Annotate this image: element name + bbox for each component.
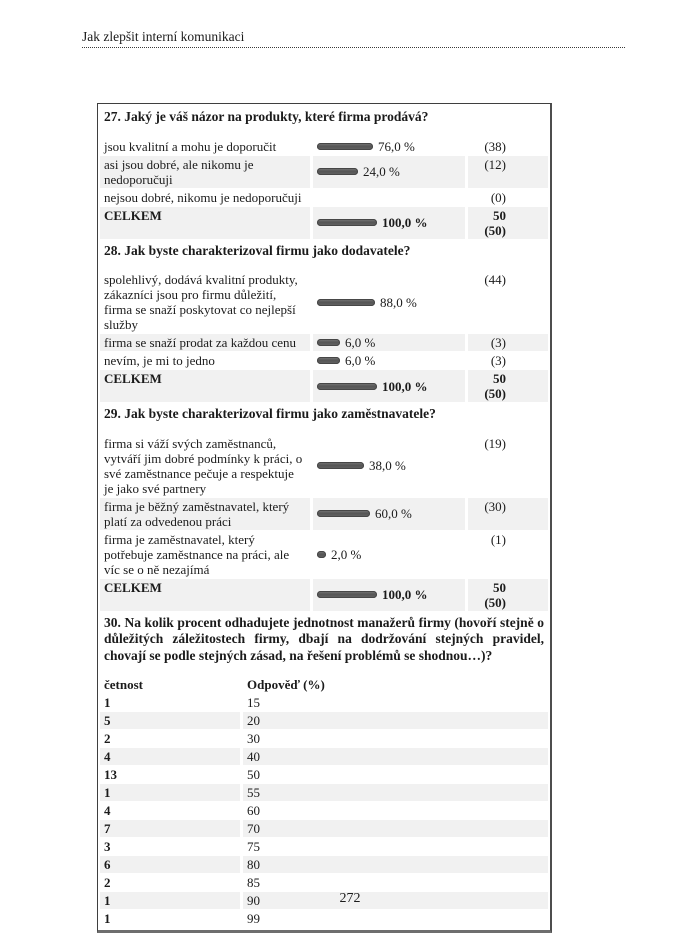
spacer [100, 128, 548, 138]
answer-label: firma si váží svých zaměstnanců, vytváří jim dobré podmínky k práci, o své zaměstnance pečuje a respektuje je jako své partnery [104, 435, 303, 496]
total-row [100, 579, 548, 611]
percentage-bar [317, 462, 364, 469]
percent-label: 38,0 % [369, 458, 406, 473]
frequency-value: 7 [100, 820, 240, 837]
answer-value: 30 [247, 731, 260, 746]
bar-and-percent [313, 334, 465, 351]
percent-label: 6,0 % [345, 335, 376, 350]
percent-label: 100,0 % [382, 215, 428, 230]
percentage-bar [317, 357, 340, 364]
question-title: 30. Na kolik procent odhadujete jednotnost manažerů firmy (hovoří stejně o důležitých záležitostech firmy, dbají na dodržování stejných pravidel, chovají se podle stejných zásad, na řešení problémů se shodnou…)? [104, 614, 544, 663]
percentage-bar [317, 299, 375, 306]
running-header [82, 29, 244, 45]
percent-label: 76,0 % [378, 138, 415, 154]
answer-row [100, 189, 548, 206]
answer-value: 80 [243, 856, 548, 873]
question-title: 28. Jak byste charakterizoval firmu jako dodavatele? [104, 242, 411, 258]
answer-value: 90 [243, 892, 548, 909]
percentage-bar [317, 591, 377, 598]
frequency-row [100, 694, 548, 711]
frequency-row [100, 784, 548, 801]
respondent-count: 50 (50) [468, 207, 548, 239]
answer-value: 99 [247, 911, 260, 926]
bar-and-percent [313, 498, 465, 530]
percentage-bar [317, 219, 377, 226]
frequency-row [100, 874, 548, 891]
respondent-count: (0) [490, 189, 506, 205]
frequency-value: 4 [100, 748, 240, 765]
frequency-row [100, 820, 548, 837]
answer-value: 75 [247, 839, 260, 854]
respondent-count: (38) [484, 138, 506, 154]
percent-label: 2,0 % [331, 546, 362, 562]
percent-label: 100,0 % [382, 378, 428, 394]
answer-value: 20 [243, 712, 548, 729]
total-row [100, 370, 548, 402]
frequency-table-header [100, 676, 548, 693]
answer-value: 40 [243, 748, 548, 765]
bar-and-percent [313, 435, 465, 497]
answer-label: firma se snaží prodat za každou cenu [100, 334, 310, 351]
percentage-bar [317, 168, 358, 175]
frequency-row [100, 856, 548, 873]
total-row [100, 207, 548, 239]
respondent-count: (3) [468, 334, 548, 351]
answer-label: CELKEM [100, 579, 310, 611]
frequency-value: 13 [104, 767, 117, 782]
frequency-value: 3 [104, 839, 111, 854]
header-dotted-rule [82, 47, 625, 48]
answer-value: 55 [243, 784, 548, 801]
percentage-bar [317, 143, 373, 150]
percentage-bar [317, 339, 340, 346]
answer-label: spolehlivý, dodává kvalitní produkty, zákazníci jsou pro firmu důležití, firma se snaží poskytovat co nejlepší služby [104, 272, 298, 332]
answer-value: 15 [247, 695, 260, 710]
frequency-row [100, 802, 548, 819]
respondent-count: 50 (50) [468, 370, 548, 402]
respondent-count: (12) [468, 156, 548, 188]
answer-row [100, 271, 548, 333]
bar-and-percent [313, 352, 465, 369]
percent-label: 24,0 % [363, 164, 400, 179]
percent-label: 100,0 % [382, 587, 428, 602]
bar-and-percent [313, 138, 465, 155]
frequency-row [100, 712, 548, 729]
answer-label: CELKEM [100, 207, 310, 239]
answer-value: 50 [247, 767, 260, 782]
respondent-count: (30) [468, 498, 548, 530]
frequency-row [100, 766, 548, 783]
percentage-bar [317, 551, 326, 558]
bar-and-percent [313, 189, 465, 206]
spacer [100, 425, 548, 435]
answer-row [100, 352, 548, 369]
respondent-count: (1) [490, 531, 506, 547]
answer-label: CELKEM [100, 370, 310, 402]
answer-row [100, 138, 548, 155]
frequency-row [100, 838, 548, 855]
answer-row [100, 435, 548, 497]
frequency-value: 1 [100, 892, 240, 909]
answer-row [100, 498, 548, 530]
frequency-value: 6 [100, 856, 240, 873]
answer-label: jsou kvalitní a mohu je doporučit [104, 138, 277, 154]
bar-and-percent [313, 370, 465, 402]
answer-label: firma je běžný zaměstnavatel, který platí za odvedenou práci [100, 498, 310, 530]
bar-and-percent [313, 207, 465, 239]
respondent-count: (3) [490, 353, 506, 368]
spacer [100, 666, 548, 676]
frequency-value: 1 [104, 695, 111, 710]
frequency-value: 4 [104, 803, 111, 818]
answer-value: 85 [247, 875, 260, 890]
bar-and-percent [313, 579, 465, 611]
spacer [100, 261, 548, 271]
frequency-value: 5 [100, 712, 240, 729]
frequency-value: 2 [104, 875, 111, 890]
answer-row [100, 156, 548, 188]
frequency-value: 1 [100, 784, 240, 801]
frequency-column-header: četnost [104, 677, 143, 692]
frequency-row [100, 910, 548, 927]
respondent-count: 50 (50) [468, 579, 548, 611]
respondent-count: (44) [484, 272, 506, 287]
bar-and-percent [313, 271, 465, 333]
percent-label: 6,0 % [345, 353, 376, 368]
survey-results-box [97, 103, 552, 933]
answer-label: firma je zaměstnavatel, který potřebuje zaměstnance na práci, ale víc se o ně nezajímá [104, 531, 290, 577]
frequency-value: 2 [104, 731, 111, 746]
frequency-value: 1 [104, 911, 111, 926]
answer-column-header: Odpověď (%) [247, 677, 325, 692]
answer-label: asi jsou dobré, ale nikomu je nedoporučuji [100, 156, 310, 188]
answer-value: 60 [247, 803, 260, 818]
question-title: 29. Jak byste charakterizoval firmu jako zaměstnavatele? [104, 406, 436, 421]
answer-row [100, 531, 548, 578]
answer-label: nejsou dobré, nikomu je nedoporučuji [104, 189, 302, 205]
bar-and-percent [313, 531, 465, 578]
answer-label: nevím, je mi to jedno [104, 353, 215, 368]
respondent-count: (19) [484, 435, 506, 451]
bar-and-percent [313, 156, 465, 188]
percentage-bar [317, 510, 370, 517]
question-title: 27. Jaký je váš názor na produkty, které firma prodává? [104, 109, 429, 124]
frequency-row [100, 748, 548, 765]
percent-label: 88,0 % [380, 294, 417, 310]
answer-value: 70 [243, 820, 548, 837]
percentage-bar [317, 383, 377, 390]
percent-label: 60,0 % [375, 506, 412, 521]
page-number: 272 [339, 891, 361, 906]
header-title: Jak zlepšit interní komunikaci [82, 29, 245, 44]
frequency-row [100, 730, 548, 747]
answer-row [100, 334, 548, 351]
